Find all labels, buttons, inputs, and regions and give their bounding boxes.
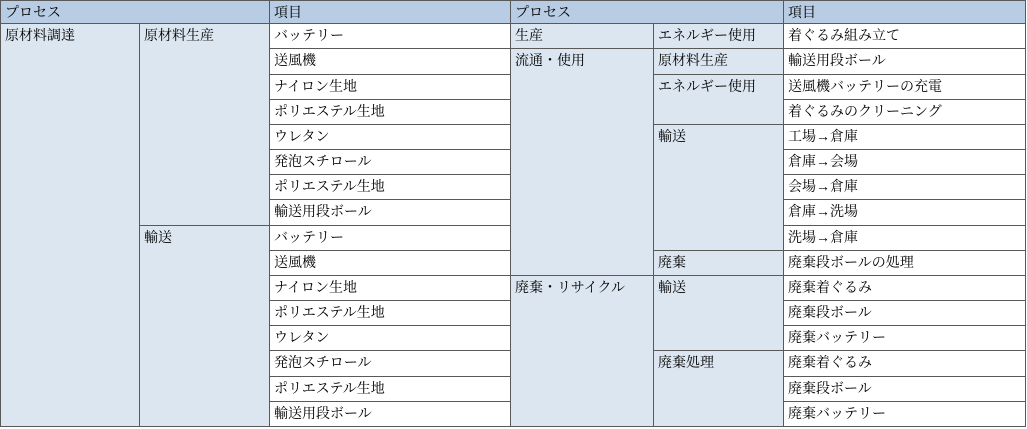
item-cell[interactable]: 送風機 [270, 49, 511, 74]
header-process-left[interactable]: プロセス [1, 1, 270, 24]
subprocess-cell[interactable]: 輸送 [140, 225, 270, 426]
item-cell[interactable]: ポリエステル生地 [270, 175, 511, 200]
item-cell[interactable]: 発泡スチロール [270, 150, 511, 175]
item-cell[interactable]: ポリエステル生地 [270, 99, 511, 124]
item-cell[interactable]: 廃棄段ボールの処理 [784, 250, 1026, 275]
subprocess-cell[interactable]: 輸送 [654, 275, 784, 351]
subprocess-cell[interactable]: 原材料生産 [140, 24, 270, 225]
item-cell[interactable]: バッテリー [270, 24, 511, 49]
process-group-cell[interactable]: 生産 [511, 24, 654, 49]
item-cell[interactable]: 工場→倉庫 [784, 124, 1026, 149]
header-item-right[interactable]: 項目 [784, 1, 1026, 24]
item-cell[interactable]: ウレタン [270, 124, 511, 149]
table-header-row [1, 1, 1026, 24]
item-cell[interactable]: 輸送用段ボール [270, 401, 511, 426]
item-cell[interactable]: 輸送用段ボール [270, 200, 511, 225]
subprocess-cell[interactable]: エネルギー使用 [654, 74, 784, 124]
item-cell[interactable]: 廃棄着ぐるみ [784, 351, 1026, 376]
item-cell[interactable]: 廃棄段ボール [784, 376, 1026, 401]
item-cell[interactable]: ナイロン生地 [270, 275, 511, 300]
header-item-left[interactable]: 項目 [270, 1, 511, 24]
process-group-cell[interactable]: 流通・使用 [511, 49, 654, 276]
item-cell[interactable]: ウレタン [270, 326, 511, 351]
item-cell[interactable]: ナイロン生地 [270, 74, 511, 99]
item-cell[interactable]: 送風機バッテリーの充電 [784, 74, 1026, 99]
item-cell[interactable]: 廃棄段ボール [784, 301, 1026, 326]
subprocess-cell[interactable]: 廃棄 [654, 250, 784, 275]
item-cell[interactable]: 送風機 [270, 250, 511, 275]
item-cell[interactable]: 輸送用段ボール [784, 49, 1026, 74]
item-cell[interactable]: 会場→倉庫 [784, 175, 1026, 200]
process-group-cell[interactable]: 廃棄・リサイクル [511, 275, 654, 426]
process-group-cell[interactable]: 原材料調達 [1, 24, 140, 427]
item-cell[interactable]: バッテリー [270, 225, 511, 250]
item-cell[interactable]: 着ぐるみ組み立て [784, 24, 1026, 49]
item-cell[interactable]: 廃棄バッテリー [784, 326, 1026, 351]
subprocess-cell[interactable]: 廃棄処理 [654, 351, 784, 427]
item-cell[interactable]: 廃棄着ぐるみ [784, 275, 1026, 300]
item-cell[interactable]: 発泡スチロール [270, 351, 511, 376]
subprocess-cell[interactable]: 輸送 [654, 124, 784, 250]
item-cell[interactable]: 倉庫→洗場 [784, 200, 1026, 225]
header-process-right[interactable]: プロセス [511, 1, 784, 24]
item-cell[interactable]: ポリエステル生地 [270, 301, 511, 326]
item-cell[interactable]: ポリエステル生地 [270, 376, 511, 401]
item-cell[interactable]: 洗場→倉庫 [784, 225, 1026, 250]
subprocess-cell[interactable]: 原材料生産 [654, 49, 784, 74]
item-cell[interactable]: 着ぐるみのクリーニング [784, 99, 1026, 124]
item-cell[interactable]: 倉庫→会場 [784, 150, 1026, 175]
subprocess-cell[interactable]: エネルギー使用 [654, 24, 784, 49]
table-row [1, 24, 1026, 49]
item-cell[interactable]: 廃棄バッテリー [784, 401, 1026, 426]
